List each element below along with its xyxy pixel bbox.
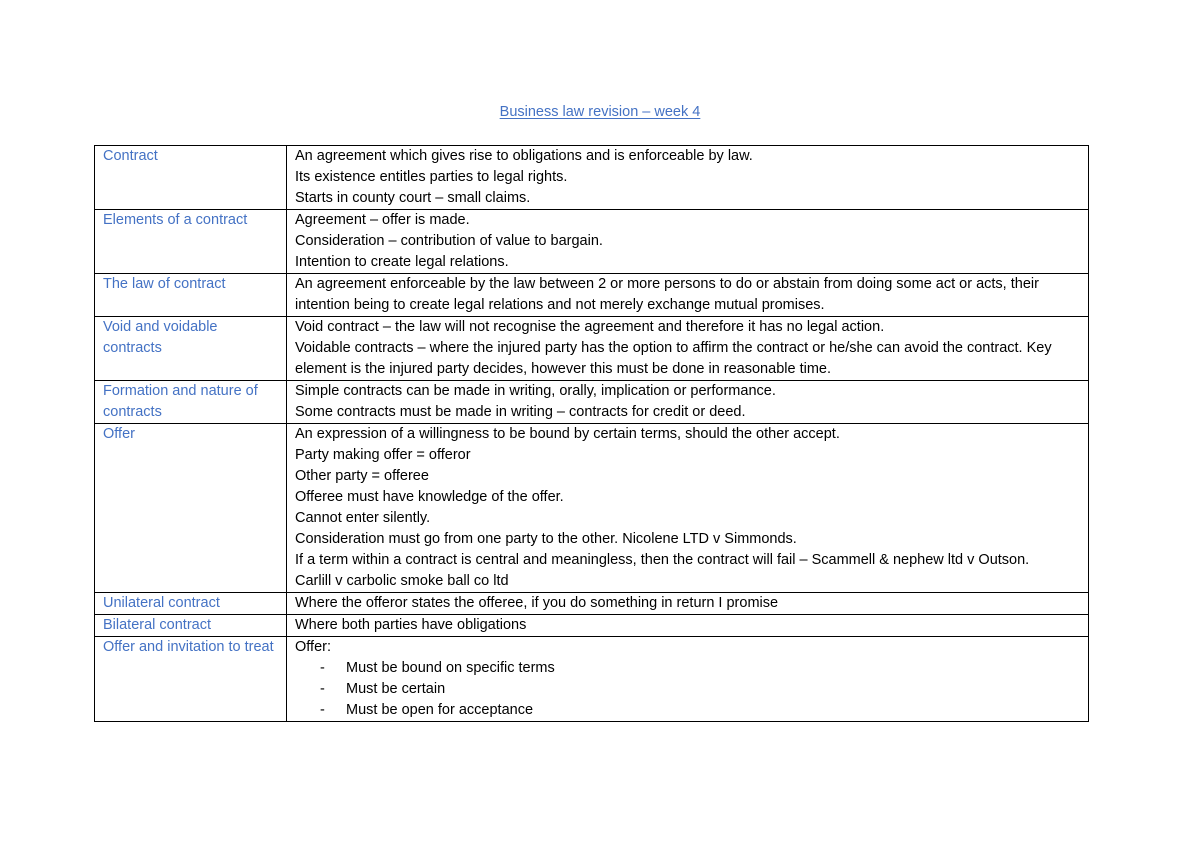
bullet-marker: -: [320, 660, 325, 676]
definition-line: Party making offer = offeror: [295, 447, 471, 463]
definition-line: Offeree must have knowledge of the offer.: [295, 489, 564, 505]
definition-line: Agreement – offer is made.: [295, 212, 470, 228]
table-row: [95, 637, 1089, 722]
bullet-item: [295, 658, 1082, 679]
definition-line: Void contract – the law will not recognise the agreement and therefore it has no legal action.: [295, 319, 885, 335]
definition-line: Some contracts must be made in writing – contracts for credit or deed.: [295, 404, 746, 420]
bullet-text: Must be bound on specific terms: [346, 660, 555, 676]
definition-cell: [287, 424, 1089, 593]
term-cell: Offer and invitation to treat: [95, 637, 287, 722]
definition-line: Intention to create legal relations.: [295, 254, 509, 270]
definition-line: Carlill v carbolic smoke ball co ltd: [295, 573, 509, 589]
term-cell: Void and voidable contracts: [95, 317, 287, 381]
definition-line: Starts in county court – small claims.: [295, 190, 531, 206]
bullet-marker: -: [320, 681, 325, 697]
definition-cell: [287, 274, 1089, 317]
definition-cell: [287, 381, 1089, 424]
definition-line: An expression of a willingness to be bound by certain terms, should the other accept.: [295, 426, 840, 442]
definition-line: Where both parties have obligations: [295, 617, 527, 633]
table-row: [95, 424, 1089, 593]
definition-line: Consideration must go from one party to the other. Nicolene LTD v Simmonds.: [295, 531, 797, 547]
term-cell: Contract: [95, 146, 287, 210]
table-row: [95, 274, 1089, 317]
term-cell: The law of contract: [95, 274, 287, 317]
table-row: [95, 593, 1089, 615]
definition-line: An agreement enforceable by the law between 2 or more persons to do or abstain from doing some act or acts, their intention being to create legal relations and not merely exchange mutual promises.: [295, 276, 1039, 313]
table-row: [95, 317, 1089, 381]
bullet-text: Must be open for acceptance: [346, 702, 534, 718]
definition-line: Voidable contracts – where the injured party has the option to affirm the contract or he/she can avoid the contract. Key element is the injured party decides, however this must be done in reasonable time.: [295, 340, 1052, 377]
table-row: [95, 381, 1089, 424]
bullet-marker: -: [320, 702, 325, 718]
bullet-text: Must be certain: [346, 681, 446, 697]
term-cell: Bilateral contract: [95, 615, 287, 637]
definition-cell: [287, 210, 1089, 274]
definition-cell: [287, 637, 1089, 722]
definition-line: Other party = offeree: [295, 468, 429, 484]
definition-line: Cannot enter silently.: [295, 510, 431, 526]
definition-line: Simple contracts can be made in writing, orally, implication or performance.: [295, 383, 776, 399]
bullet-item: [295, 679, 1082, 700]
definition-line: If a term within a contract is central and meaningless, then the contract will fail – Scammell & nephew ltd v Outson.: [295, 552, 1030, 568]
definition-cell: [287, 317, 1089, 381]
definition-cell: [287, 146, 1089, 210]
definition-line: Where the offeror states the offeree, if you do something in return I promise: [295, 595, 779, 611]
term-cell: Formation and nature of contracts: [95, 381, 287, 424]
revision-table: [94, 145, 1089, 722]
term-cell: Elements of a contract: [95, 210, 287, 274]
definition-line: Its existence entitles parties to legal rights.: [295, 169, 568, 185]
table-row: [95, 146, 1089, 210]
term-cell: Offer: [95, 424, 287, 593]
term-cell: Unilateral contract: [95, 593, 287, 615]
definition-line: Offer:: [295, 639, 331, 655]
table-row: [95, 615, 1089, 637]
definition-line: Consideration – contribution of value to bargain.: [295, 233, 603, 249]
bullet-item: [295, 700, 1082, 721]
definition-cell: [287, 593, 1089, 615]
page-title: Business law revision – week 4: [499, 104, 701, 120]
definition-cell: [287, 615, 1089, 637]
table-row: [95, 210, 1089, 274]
definition-line: An agreement which gives rise to obligations and is enforceable by law.: [295, 148, 753, 164]
